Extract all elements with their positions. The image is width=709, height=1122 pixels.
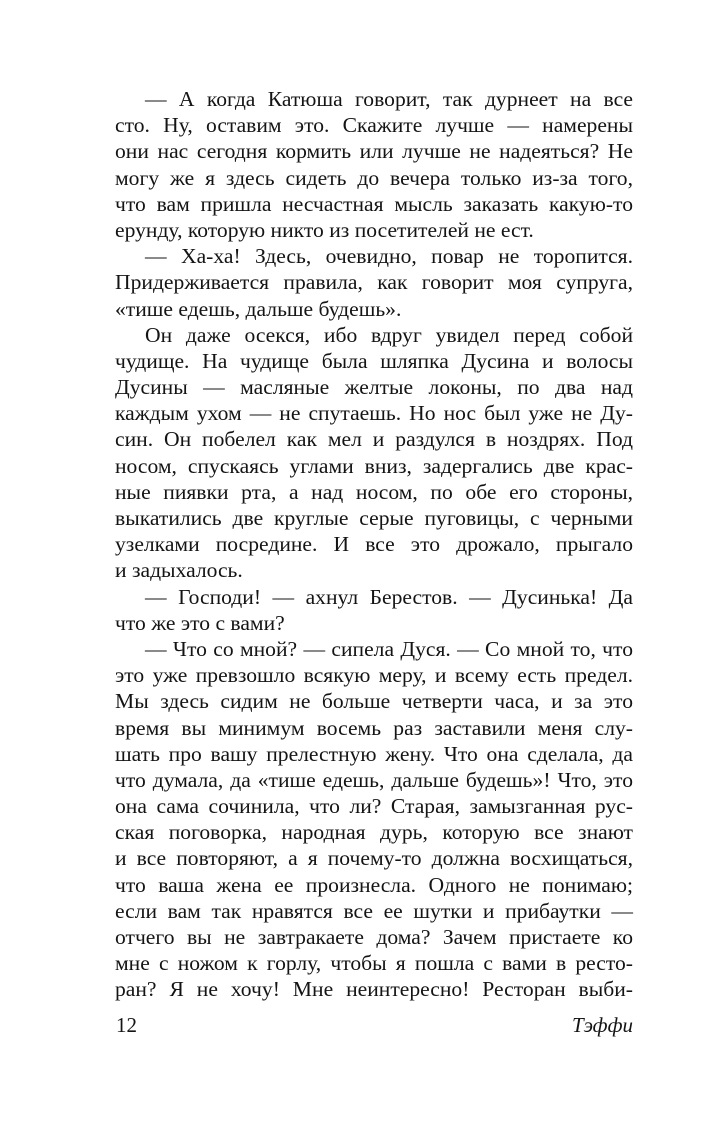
- text-line: мне с ножом к горлу, чтобы я пошла с вами в ресто-: [115, 951, 633, 976]
- page-body-text: [115, 86, 633, 1003]
- text-line: могу же я здесь сидеть до вечера только из-за того,: [115, 165, 633, 190]
- text-line: ская поговорка, народная дурь, которую все знают: [115, 820, 633, 845]
- text-line: что думала, да «тише едешь, дальше будешь»! Что, это: [115, 767, 633, 792]
- text-line: она сама сочинила, что ли? Старая, замызганная рус-: [115, 794, 633, 819]
- text-line: син. Он побелел как мел и раздулся в ноздрях. Под: [115, 427, 633, 452]
- text-line: носом, спускаясь углами вниз, задергались две крас-: [115, 453, 633, 478]
- text-line: что вам пришла несчастная мысль заказать какую-то: [115, 191, 633, 216]
- text-line: это уже превзошло всякую меру, и всему есть предел.: [115, 663, 633, 688]
- text-line: чудище. На чудище была шляпка Дусина и волосы: [115, 348, 633, 373]
- text-line: они нас сегодня кормить или лучше не надеяться? Не: [115, 139, 633, 164]
- text-line: сто. Ну, оставим это. Скажите лучше — намерены: [115, 113, 633, 138]
- text-line: и все повторяют, а я почему-то должна восхищаться,: [115, 846, 633, 871]
- text-line: шать про вашу прелестную жену. Что она сделала, да: [115, 741, 633, 766]
- text-line: ные пиявки рта, а над носом, по обе его стороны,: [115, 479, 633, 504]
- running-footer-author: Тэффи: [572, 1013, 633, 1037]
- text-line: ран? Я не хочу! Мне неинтересно! Ресторан выби-: [115, 977, 633, 1002]
- text-line: что же это с вами?: [115, 610, 285, 635]
- text-line: — Что со мной? — сипела Дуся. — Со мной то, что: [145, 636, 633, 661]
- text-line: Он даже осекся, ибо вдруг увидел перед собой: [145, 322, 633, 347]
- text-line: выкатились две круглые серые пуговицы, с черными: [115, 506, 633, 530]
- text-line: ерунду, которую никто из посетителей не ест.: [115, 217, 534, 242]
- text-line: время вы минимум восемь раз заставили меня слу-: [115, 715, 633, 740]
- text-line: и задыхалось.: [115, 558, 243, 583]
- text-line: отчего вы не завтракаете дома? Зачем пристаете ко: [115, 925, 633, 949]
- text-line: узелками посредине. И все это дрожало, прыгало: [115, 532, 633, 557]
- text-line: — А когда Катюша говорит, так дурнеет на все: [145, 87, 633, 111]
- text-line: каждым ухом — не спутаешь. Но нос был уже не Ду-: [115, 401, 633, 426]
- text-line: если вам так нравятся все ее шутки и прибаутки —: [115, 898, 633, 923]
- text-line: — Ха-ха! Здесь, очевидно, повар не торопится.: [145, 244, 633, 269]
- text-line: Мы здесь сидим не больше четверти часа, и за это: [115, 689, 633, 714]
- text-line: Дусины — масляные желтые локоны, по два над: [115, 375, 633, 400]
- text-line: Придерживается правила, как говорит моя супруга,: [115, 270, 633, 295]
- text-line: что ваша жена ее произнесла. Одного не понимаю;: [115, 872, 633, 897]
- text-line: — Господи! — ахнул Берестов. — Дусинька! Да: [145, 584, 633, 609]
- text-line: «тише едешь, дальше будешь».: [115, 296, 402, 321]
- page-number: 12: [116, 1013, 137, 1037]
